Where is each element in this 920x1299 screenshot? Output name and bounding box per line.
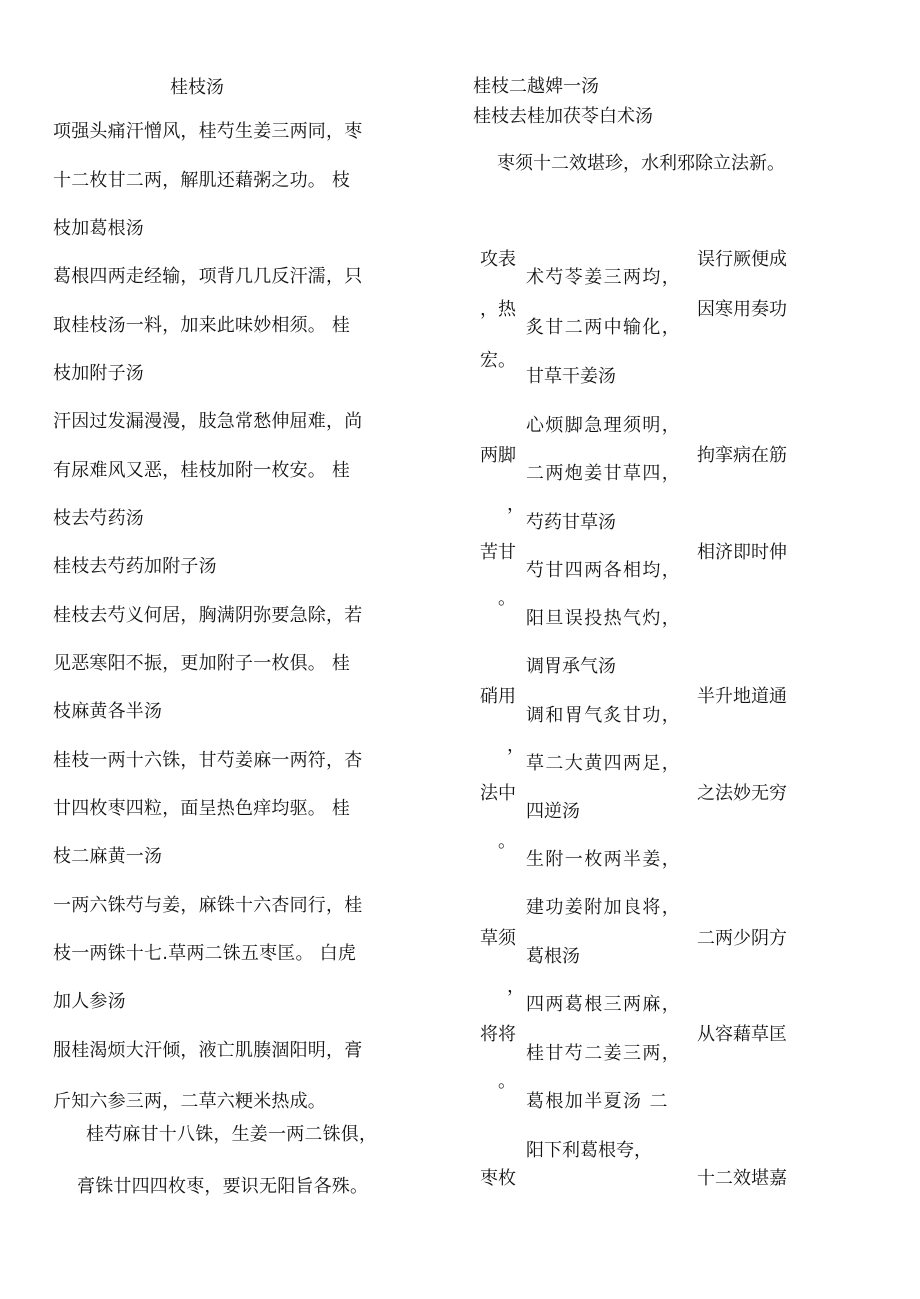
verse-line: 枝加葛根汤 (53, 218, 144, 239)
verse-line: 二两炮姜甘草四， (526, 463, 682, 484)
heading-guizhi-tang: 桂枝汤 (170, 77, 224, 98)
fragment: 相济即时伸 (697, 542, 787, 563)
fragment: 因寒用奏功 (697, 299, 787, 320)
fragment: 。 (498, 1071, 516, 1092)
verse-line: 取桂枝汤一料，加来此味妙相须。 桂 (53, 315, 351, 336)
fragment: 。 (498, 831, 516, 852)
verse-line: 调和胃气炙甘功， (526, 705, 682, 726)
verse-line: 一两六铢芍与姜，麻铢十六杏同行，桂 (53, 895, 363, 916)
verse-line: 枣须十二效堪珍，水利邪除立法新。 (497, 153, 785, 174)
fragment: 宏。 (480, 350, 516, 371)
fragment: 两脚 (480, 445, 516, 466)
verse-line: 建功姜附加良将， (526, 897, 682, 918)
verse-line: 枝加附子汤 (53, 363, 144, 384)
verse-line: 四两葛根三两麻， (526, 994, 682, 1015)
fragment: 误行厥便成 (697, 249, 787, 270)
heading-guizhi-qugui-tang: 桂枝去桂加茯苓白术汤 (473, 106, 653, 127)
verse-line: 炙甘二两中输化， (526, 317, 682, 338)
fragment: 从容藉草匡 (697, 1024, 787, 1045)
verse-line: 桂甘芍二姜三两， (526, 1043, 682, 1064)
verse-line: 有尿难风又恶，桂枝加附一枚安。 桂 (53, 460, 351, 481)
formula-title: 葛根汤 (526, 946, 580, 967)
formula-title: 甘草干姜汤 (526, 366, 616, 387)
fragment: 之法妙无穷 (697, 783, 787, 804)
fragment: 苦甘 (480, 542, 516, 563)
fragment: 拘挛病在筋 (697, 445, 787, 466)
fragment: 。 (498, 588, 516, 609)
verse-line: 枝一两铢十七.草两二铢五枣匡。 白虎 (53, 943, 357, 964)
verse-line: 草二大黄四两足， (526, 753, 682, 774)
fragment: ， (507, 976, 525, 997)
formula-title: 葛根加半夏汤 二 (526, 1091, 669, 1112)
formula-title: 四逆汤 (526, 801, 580, 822)
verse-line: 加人参汤 (53, 991, 126, 1012)
verse-line: 汗因过发漏漫漫，肢急常愁伸屈难，尚 (53, 411, 363, 432)
verse-line: 服桂渴烦大汗倾，液亡肌腠涸阳明，膏 (53, 1040, 363, 1061)
verse-line: 枝去芍药汤 (53, 508, 144, 529)
fragment: ，热 (480, 299, 516, 320)
verse-line: 阳下利葛根夸， (526, 1140, 652, 1161)
fragment: ， (507, 494, 525, 515)
fragment: 十二效堪嘉 (697, 1168, 787, 1189)
verse-line: 桂枝去芍义何居，胸满阴弥要急除，若 (53, 605, 363, 626)
verse-line: 葛根四两走经输，项背几几反汗濡，只 (53, 266, 363, 287)
fragment: 枣枚 (480, 1168, 516, 1189)
heading-guizhi-er-yuebi-yi-tang: 桂枝二越婢一汤 (473, 76, 599, 97)
verse-line: 枝麻黄各半汤 (53, 701, 163, 722)
fragment: 将将 (480, 1024, 516, 1045)
verse-line: 十二枚甘二两，解肌还藉粥之功。 枝 (53, 170, 351, 191)
fragment: 攻表 (480, 249, 516, 270)
fragment: 草须 (480, 928, 516, 949)
verse-line: 枝二麻黄一汤 (53, 846, 163, 867)
fragment: 二两少阴方 (697, 928, 787, 949)
verse-line: 桂枝一两十六铢，甘芍姜麻一两符，杏 (53, 750, 363, 771)
verse-line: 术芍苓姜三两均， (526, 267, 682, 288)
verse-line: 芍甘四两各相均， (526, 560, 682, 581)
verse-line: 桂枝去芍药加附子汤 (53, 556, 217, 577)
formula-title: 调胃承气汤 (526, 656, 616, 677)
fragment: 法中 (480, 783, 516, 804)
verse-line: 心烦脚急理须明， (526, 415, 682, 436)
formula-title: 芍药甘草汤 (526, 512, 616, 533)
verse-line: 见恶寒阳不振，更加附子一枚俱。 桂 (53, 653, 351, 674)
fragment: 硝用 (480, 686, 516, 707)
verse-line: 阳旦误投热气灼， (526, 608, 682, 629)
verse-line: 斤知六参三两，二草六粳米热成。 (53, 1091, 326, 1112)
verse-line: 生附一枚两半姜， (526, 849, 682, 870)
fragment: ， (507, 735, 525, 756)
verse-line: 项强头痛汗憎风，桂芍生姜三两同，枣 (53, 121, 363, 142)
verse-line: 膏铢廿四四枚枣，要识无阳旨各殊。 (77, 1176, 369, 1197)
fragment: 半升地道通 (697, 686, 787, 707)
verse-line: 桂芍麻甘十八铢，生姜一两二铢俱， (86, 1124, 378, 1145)
verse-line: 廿四枚枣四粒，面呈热色痒均驱。 桂 (53, 798, 351, 819)
